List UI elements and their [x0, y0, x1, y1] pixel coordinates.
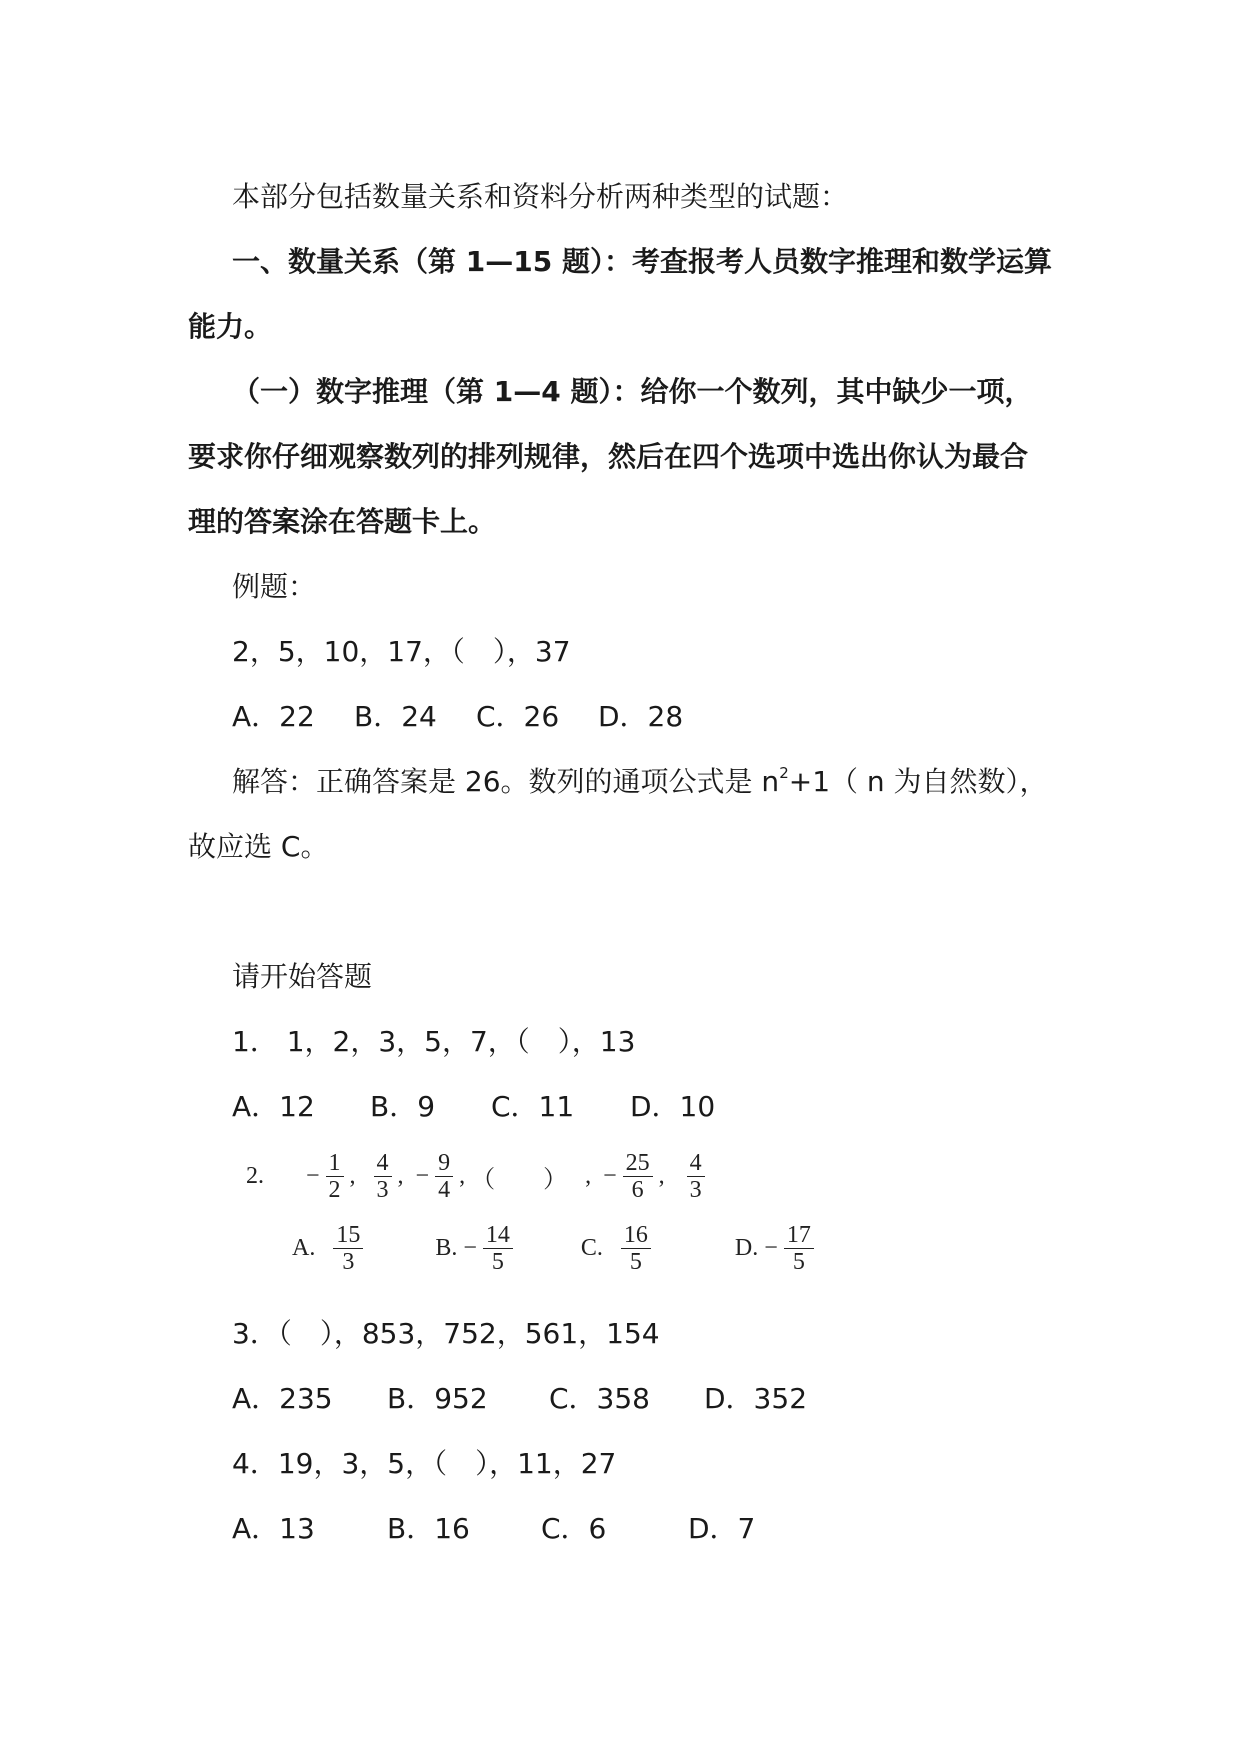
q3-option-d: D．352 [704, 1382, 808, 1415]
q2-term-5 [623, 1150, 653, 1203]
q2-term-2-numerator: 4 [374, 1150, 392, 1177]
question-2-sequence: 2. − $\frac{1}{2}$ , $\frac{4}{3}$ , − $\frac{9}{4}$ , （ ） , − $\frac{25}{6}$ , $\frac{4}{3}$ [244, 1150, 709, 1203]
q2-term-2 [374, 1150, 392, 1203]
q2-term-3 [435, 1150, 453, 1203]
q1-option-b: B．9 [370, 1090, 436, 1123]
example-option-a: A．22 [232, 700, 315, 733]
subsection1-heading-cont: 要求你仔细观察数列的排列规律，然后在四个选项中选出你认为最合 [188, 440, 1029, 473]
example-answer-suffix: +1（ n 为自然数）， [788, 765, 1048, 798]
subsection1-heading-cont2: 理的答案涂在答题卡上。 [188, 505, 497, 538]
q2-option-c-numerator: 16 [621, 1222, 651, 1249]
question-1-options [232, 1087, 715, 1127]
q2-term-1 [326, 1150, 344, 1203]
q2-option-c [621, 1222, 651, 1275]
q2-term-5-numerator: 25 [623, 1150, 653, 1177]
q2-option-b-sign: − [463, 1235, 477, 1261]
q1-option-c: C．11 [491, 1090, 575, 1123]
example-label: 例题： [232, 570, 317, 603]
q2-term-5-sign: − [603, 1163, 617, 1189]
intro-text: 本部分包括数量关系和资料分析两种类型的试题： [232, 180, 849, 213]
q2-term-5-denominator: 6 [631, 1177, 644, 1203]
q4-option-d: D．7 [688, 1512, 756, 1545]
q2-term-3-sign: − [415, 1163, 430, 1189]
q2-option-b-numerator: 14 [483, 1222, 513, 1249]
q2-option-c-denominator: 5 [629, 1249, 642, 1275]
q3-option-a: A．235 [232, 1382, 333, 1415]
section1-heading-cont: 能力。 [188, 310, 273, 343]
q3-option-c: C．358 [549, 1382, 650, 1415]
question-2-options [290, 1222, 818, 1275]
question-4-stem: 4．19，3，5，（ ），11，27 [232, 1447, 617, 1480]
q2-option-d-denominator: 5 [792, 1249, 805, 1275]
q2-option-d-label: D. [734, 1235, 759, 1261]
example-option-d: D．28 [598, 700, 684, 733]
q2-option-a-numerator: 15 [333, 1222, 363, 1249]
question-3-stem: 3．（ ），853，752，561，154 [232, 1317, 660, 1350]
question-4-options [232, 1509, 755, 1549]
start-label: 请开始答题 [232, 960, 373, 993]
example-answer-cont: 故应选 C。 [188, 830, 329, 863]
q4-option-a: A．13 [232, 1512, 315, 1545]
q2-term-3-denominator: 4 [438, 1177, 451, 1203]
q2-option-d-sign: − [764, 1235, 778, 1261]
q2-term-6-numerator: 4 [687, 1150, 705, 1177]
example-answer [232, 762, 1048, 802]
example-answer-exponent: 2 [779, 763, 789, 782]
q2-option-a-label: A. [292, 1235, 316, 1261]
example-option-c: C．26 [476, 700, 560, 733]
q2-option-a [333, 1222, 363, 1275]
q2-option-b [483, 1222, 513, 1275]
example-option-b: B．24 [354, 700, 437, 733]
q2-term-2-denominator: 3 [376, 1177, 389, 1203]
q1-option-a: A．12 [232, 1090, 315, 1123]
question-3-options [232, 1379, 807, 1419]
q2-number: 2. [246, 1163, 264, 1189]
question-1-stem: 1． 1，2，3，5，7，（ ），13 [232, 1025, 636, 1058]
q2-option-b-label: B. [435, 1235, 458, 1261]
q2-term-1-numerator: 1 [326, 1150, 344, 1177]
q2-term-1-denominator: 2 [328, 1177, 341, 1203]
q1-option-d: D．10 [630, 1090, 716, 1123]
section1-heading: 一、数量关系（第 1—15 题）：考查报考人员数字推理和数学运算 [232, 245, 1052, 278]
q2-blank: （ ） [471, 1167, 568, 1193]
q4-option-c: C．6 [541, 1512, 607, 1545]
q2-option-c-label: C. [580, 1235, 603, 1261]
q2-term-6-denominator: 3 [689, 1177, 702, 1203]
q2-term-3-numerator: 9 [435, 1150, 453, 1177]
q4-option-b: B．16 [387, 1512, 470, 1545]
subsection1-heading: （一）数字推理（第 1—4 题）：给你一个数列，其中缺少一项， [232, 375, 1033, 408]
q2-option-b-denominator: 5 [491, 1249, 504, 1275]
q2-term-6 [687, 1150, 705, 1203]
q2-option-a-denominator: 3 [342, 1249, 355, 1275]
example-sequence: 2，5，10，17，（ ），37 [232, 635, 571, 668]
example-options [232, 697, 683, 737]
q2-option-d-numerator: 17 [784, 1222, 814, 1249]
q3-option-b: B．952 [387, 1382, 488, 1415]
q2-term-1-sign: − [306, 1163, 320, 1189]
example-answer-prefix: 解答：正确答案是 26。数列的通项公式是 n [232, 765, 780, 798]
q2-option-d [784, 1222, 814, 1275]
